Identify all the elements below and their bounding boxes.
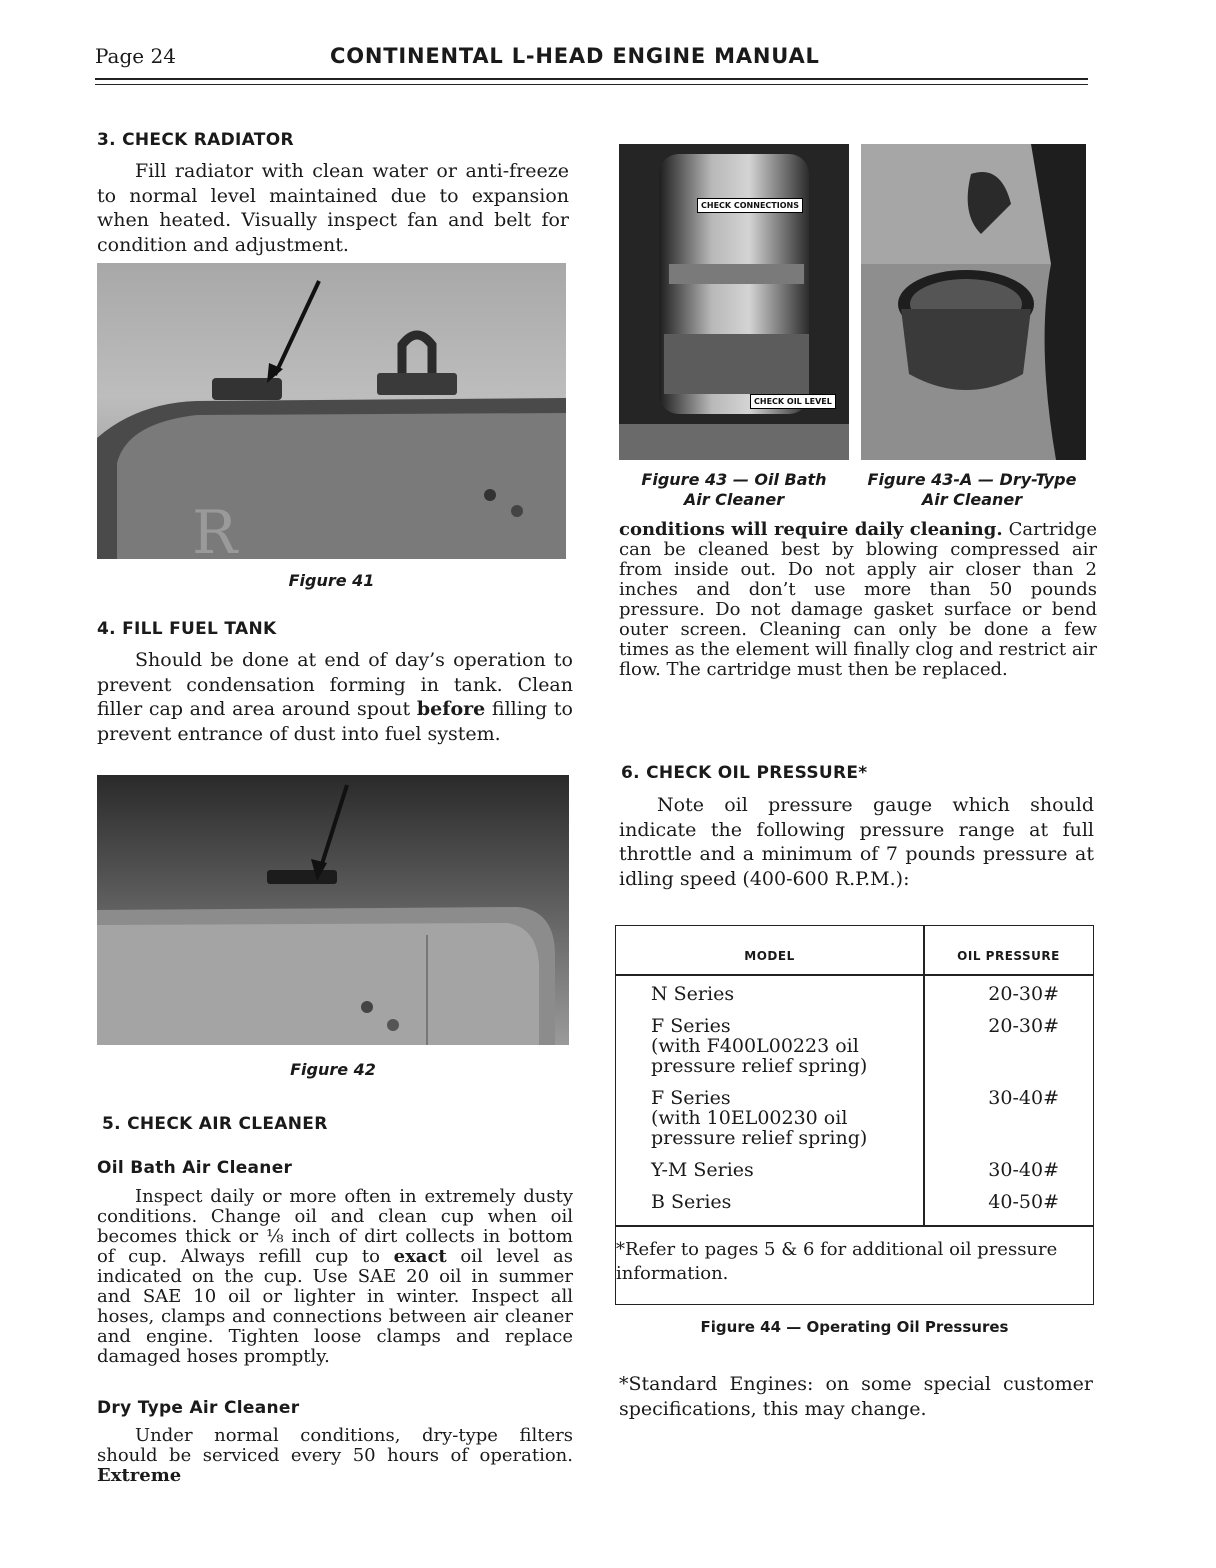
svg-text:R: R	[192, 498, 238, 559]
row-model: Y-M Series	[651, 1159, 754, 1181]
row-pressure: 20-30#	[988, 1015, 1059, 1037]
label-check-oil-level: CHECK OIL LEVEL	[750, 394, 836, 409]
oil-bath-body	[97, 1187, 573, 1367]
section-5-heading: 5. CHECK AIR CLEANER	[102, 1114, 328, 1134]
table-row	[651, 1088, 911, 1148]
figure-43-caption	[619, 470, 849, 510]
column-header-oil-pressure: OIL PRESSURE	[957, 949, 1060, 963]
table-column-divider	[923, 926, 925, 1226]
figure-43a-caption-line2: Air Cleaner	[921, 490, 1023, 509]
row-pressure: 30-40#	[988, 1159, 1059, 1181]
dry-type-cleaner-illustration	[861, 144, 1086, 460]
dry-type-body	[97, 1426, 573, 1486]
section-4-emphasis: before	[416, 698, 486, 720]
table-row	[651, 984, 911, 1004]
row-pressure: 20-30#	[988, 983, 1059, 1005]
table-footnote: *Refer to pages 5 & 6 for additional oil pressure information.	[616, 1239, 1058, 1284]
figure-43-caption-line2: Air Cleaner	[683, 490, 785, 509]
oil-bath-text: Inspect daily or more often in extremely dusty conditions. Change oil and clean cup when oil becomes thick or ⅛ inch of dirt collects in bottom of cup. Always refill cup to	[97, 1186, 573, 1267]
section-4-text-end: filling to prevent entrance of dust into fuel system.	[97, 698, 573, 745]
row-model-detail: (with 10EL00230 oil	[651, 1107, 848, 1129]
figure-42-caption: Figure 42	[290, 1060, 376, 1079]
oil-bath-emphasis: exact	[393, 1246, 447, 1267]
section-4-heading: 4. FILL FUEL TANK	[97, 619, 277, 639]
section-3-body: Fill radiator with clean water or anti-freeze to normal level maintained due to expansion when heated. Visually inspect fan and belt for condition and adjustment.	[97, 160, 569, 256]
oil-bath-text-end: oil level as indicated on the cup. Use SAE 20 oil in summer and SAE 10 oil or lighter in winter. Inspect all hoses, clamps and connections between air cleaner and engine. Tighten loose clamps and replace damaged hoses promptly.	[97, 1246, 573, 1367]
oil-bath-heading: Oil Bath Air Cleaner	[97, 1158, 293, 1178]
standard-engines-note: *Standard Engines: on some special customer specifications, this may change.	[619, 1373, 1093, 1420]
page-title: CONTINENTAL L-HEAD ENGINE MANUAL	[330, 44, 820, 68]
dry-type-emphasis: Extreme	[97, 1465, 182, 1486]
dry-type-continued-body	[619, 520, 1097, 680]
row-model: N Series	[651, 983, 735, 1005]
figure-43a-caption	[858, 470, 1086, 510]
continued-text: Cartridge can be cleaned best by blowing compressed air from inside out. Do not apply air closer than 2 inches and don’t use more than 50 pounds pressure. Do not damage gasket surface or bend outer screen. Cleaning can only be done a few times as the element will finally clog and restrict air flow. The cartridge must then be replaced.	[619, 519, 1097, 680]
row-pressure: 30-40#	[988, 1087, 1059, 1109]
figure-43-photo	[619, 144, 849, 460]
oil-pressure-table	[615, 925, 1094, 1305]
dry-type-heading: Dry Type Air Cleaner	[97, 1398, 300, 1418]
table-row	[651, 1192, 911, 1212]
column-header-model: MODEL	[744, 949, 795, 963]
section-4-body	[97, 648, 573, 746]
oil-bath-cleaner-illustration	[619, 144, 849, 460]
header-rule-bottom	[95, 84, 1088, 85]
figure-41-photo	[97, 263, 566, 559]
section-6-body: Note oil pressure gauge which should indicate the following pressure range at full throttle and a minimum of 7 pounds pressure at idling speed (400-600 R.P.M.):	[619, 794, 1094, 890]
fuel-tank-illustration	[97, 775, 569, 1045]
figure-43a-caption-line1: Figure 43-A — Dry-Type	[867, 470, 1077, 489]
table-header-divider	[616, 974, 1093, 976]
row-model-detail: (with F400L00223 oil	[651, 1035, 859, 1057]
section-6-heading: 6. CHECK OIL PRESSURE*	[621, 763, 868, 783]
row-pressure: 40-50#	[988, 1191, 1059, 1213]
table-footnote-divider	[616, 1225, 1093, 1227]
table-row	[651, 1160, 911, 1180]
row-model-detail: pressure relief spring)	[651, 1055, 868, 1077]
continued-emphasis: conditions will require daily cleaning.	[619, 519, 1003, 540]
dry-type-text: Under normal conditions, dry-type filters should be serviced every 50 hours of operation.	[97, 1425, 573, 1466]
page-number: Page 24	[95, 44, 176, 68]
figure-42-photo	[97, 775, 569, 1045]
figure-41-caption: Figure 41	[288, 571, 375, 590]
label-check-connections: CHECK CONNECTIONS	[697, 198, 803, 213]
row-model: F Series	[651, 1087, 731, 1109]
figure-43-caption-line1: Figure 43 — Oil Bath	[641, 470, 827, 489]
figure-43a-photo	[861, 144, 1086, 460]
row-model: B Series	[651, 1191, 732, 1213]
radiator-illustration	[97, 263, 566, 559]
figure-44-caption: Figure 44 — Operating Oil Pressures	[700, 1318, 1009, 1336]
section-3-heading: 3. CHECK RADIATOR	[97, 130, 294, 150]
row-model-detail: pressure relief spring)	[651, 1127, 868, 1149]
header-rule-top	[95, 78, 1088, 80]
row-model: F Series	[651, 1015, 731, 1037]
section-4-text: Should be done at end of day’s operation to prevent condensation forming in tank. Clean filler cap and area around spout	[97, 649, 573, 720]
table-row	[651, 1016, 911, 1076]
